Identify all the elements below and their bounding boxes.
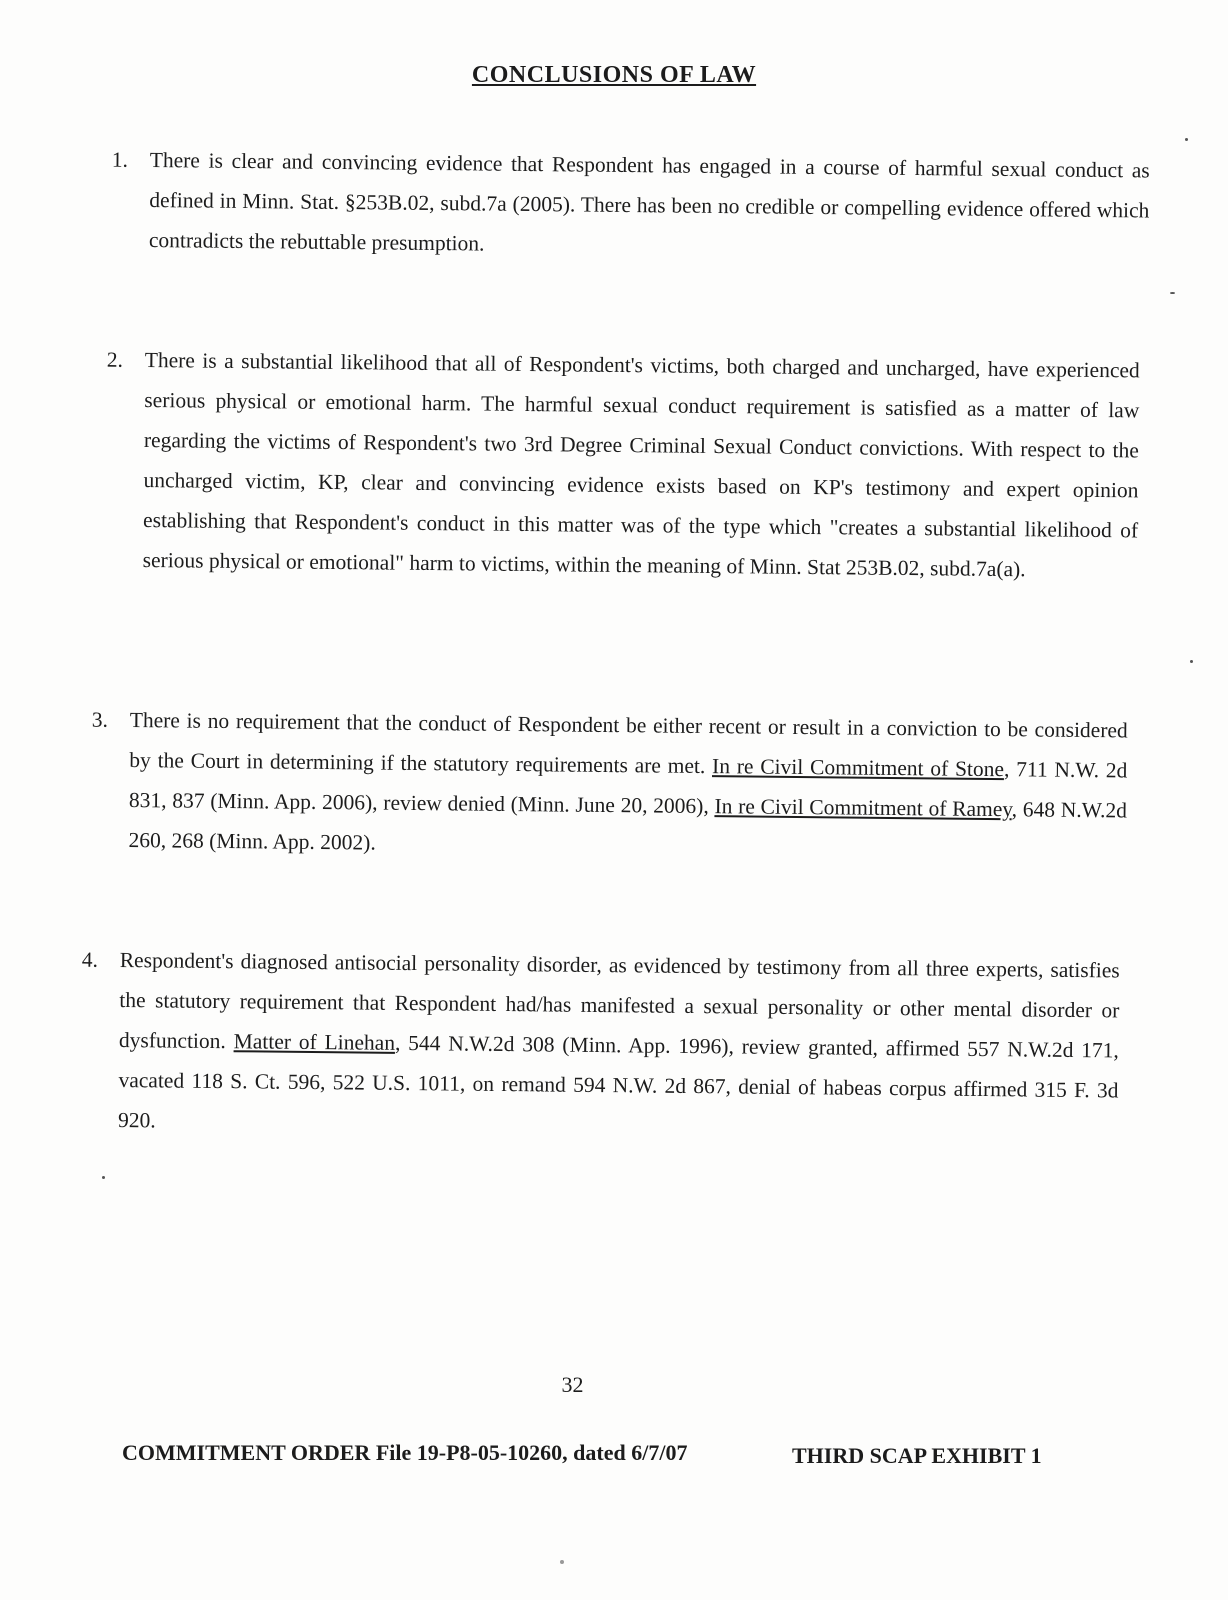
paragraph-number: 1. [111,147,129,172]
scan-speck [102,1176,105,1179]
paragraph-number: 3. [91,707,109,732]
paragraph-text [128,700,1128,870]
paragraph-number: 2. [106,347,124,372]
paragraph-text-segment: Respondent's diagnosed antisocial personality disorder, as evidenced by testimony from all three experts, satisfies the statutory requirement that Respondent had/has manifested a sexual personality or other mental disorder or dysfunction. [118,947,1120,1054]
paragraph-text [142,340,1139,590]
scan-speck [1170,292,1175,294]
paragraph-text-segment: There is clear and convincing evidence that Respondent has engaged in a course of harmful sexual conduct as defined in Minn. Stat. §253B.02, subd.7a (2005). There has been no credible or compelling evidence offered which contradicts the rebuttable presumption. [148,147,1150,256]
paragraph-text-segment: There is no requirement that the conduct of Respondent be either recent or result in a conviction to be considered by the Court in determining if the statutory requirements are met. [129,707,1128,779]
scan-speck [1185,138,1188,141]
case-citation-linehan: Matter of Linehan [233,1029,396,1055]
paragraph-text [149,140,1150,270]
case-citation-ramey: In re Civil Commitment of Ramey [714,794,1012,822]
page-number: 32 [561,1372,584,1397]
paragraph-text-segment: , 648 N.W.2d 260, 268 (Minn. App. 2002). [128,797,1128,855]
page-title: CONCLUSIONS OF LAW [471,62,757,88]
paragraph-text [118,940,1120,1150]
case-citation-stone: In re Civil Commitment of Stone [711,754,1005,782]
paragraph-text-segment: There is a substantial likelihood that all of Respondent's victims, both charged and uncharged, have experienced serious physical or emotional harm. The harmful sexual conduct requirement is satisfied as a matter of law regarding the victims of Respondent's two 3rd Degree Criminal Sexual Conduct convictions. With respect to the uncharged victim, KP, clear and convincing evidence exists based on KP's testimony and expert opinion establishing that Respondent's conduct in this matter was of the type which "creates a substantial likelihood of serious physical or emotional" harm to victims, within the meaning of Minn. Stat 253B.02, subd.7a(a). [142,347,1140,582]
paragraph-text-segment: , 544 N.W.2d 308 (Minn. App. 1996), review granted, affirmed 557 N.W.2d 171, vacated 118 S. Ct. 596, 522 U.S. 1011, on remand 594 N.W. 2d 867, denial of habeas corpus affirmed 315 F. 3d 920. [117,1030,1120,1133]
scan-speck [1190,660,1193,663]
conclusion-paragraph-4 [81,940,1120,1150]
conclusion-paragraph-3 [91,700,1128,870]
conclusion-paragraph-2 [106,340,1140,590]
footer-exhibit-label: THIRD SCAP EXHIBIT 1 [792,1443,1042,1468]
paragraph-text-segment: , 711 N.W. 2d 831, 837 (Minn. App. 2006), review denied (Minn. June 20, 2006), [128,757,1128,819]
footer-commitment-order: COMMITMENT ORDER File 19-P8-05-10260, dated 6/7/07 [122,1440,688,1465]
conclusion-paragraph-1 [111,140,1150,270]
paragraph-number: 4. [81,947,99,972]
scan-speck [560,1560,564,1564]
